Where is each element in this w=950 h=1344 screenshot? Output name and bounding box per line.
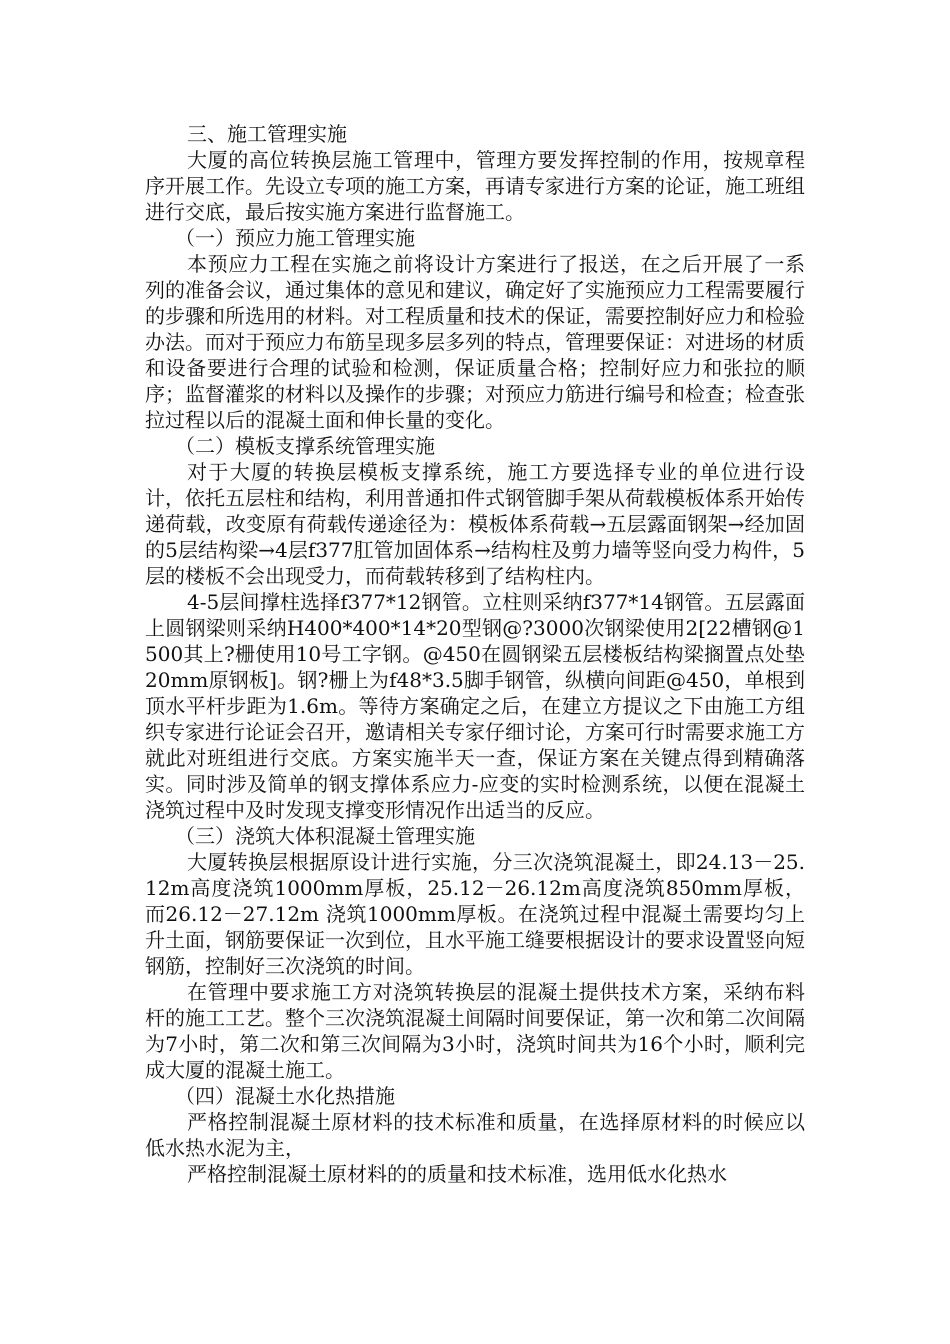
paragraph: 4-5层间撑柱选择f377*12钢管。立柱则采纳f377*14钢管。五层露面上圆钢梁则采纳H400*400*14*20型钢@?3000次钢梁使用2[22槽钢@1500其上?栅使用10号工字钢。@450在圆钢梁五层楼板结构梁搁置点处垫20mm原钢板]。钢?栅上为f48*3.5脚手钢管，纵横向间距@450，单根到顶水平杆步距为1.6m。等待方案确定之后，在建立方提议之下由施工方组织专家进行论证会召开，邀请相关专家仔细讨论，方案可行时需要求施工方就此对班组进行交底。方案实施半天一查，保证方案在关键点得到精确落实。同时涉及简单的钢支撑体系应力-应变的实时检测系统，以便在混凝土浇筑过程中及时发现支撑变形情况作出适当的反应。 — [145, 590, 805, 822]
subsection-heading-concrete: （三）浇筑大体积混凝土管理实施 — [175, 824, 475, 848]
subsection-heading-formwork: （二）模板支撑系统管理实施 — [175, 434, 435, 458]
section-title: 三、施工管理实施 — [187, 122, 347, 146]
paragraph: 严格控制混凝土原材料的技术标准和质量，在选择原材料的时候应以低水热水泥为主， — [145, 1110, 805, 1160]
paragraph: 严格控制混凝土原材料的的质量和技术标准，选用低水化热水 — [187, 1162, 727, 1186]
subsection-heading-hydration-heat: （四）混凝土水化热措施 — [175, 1084, 395, 1108]
subsection-heading-prestress: （一）预应力施工管理实施 — [175, 226, 415, 250]
paragraph: 大厦转换层根据原设计进行实施，分三次浇筑混凝土，即24.13－25.12m高度浇筑1000mm厚板，25.12－26.12m高度浇筑850mm厚板，而26.12－27.12m 浇筑1000mm厚板。在浇筑过程中混凝土需要均匀上升土面，钢筋要保证一次到位，且水平施工缝要根据设计的要求设置竖向短钢筋，控制好三次浇筑的时间。 — [145, 850, 805, 978]
document-body — [145, 121, 805, 1187]
paragraph: 本预应力工程在实施之前将设计方案进行了报送，在之后开展了一系列的准备会议，通过集体的意见和建议，确定好了实施预应力工程需要履行的步骤和所选用的材料。对工程质量和技术的保证，需要控制好应力和检验办法。而对于预应力布筋呈现多层多列的特点，管理要保证：对进场的材质和设备要进行合理的试验和检测，保证质量合格；控制好应力和张拉的顺序；监督灌浆的材料以及操作的步骤；对预应力筋进行编号和检查；检查张拉过程以后的混凝土面和伸长量的变化。 — [145, 252, 805, 432]
intro-paragraph: 大厦的高位转换层施工管理中，管理方要发挥控制的作用，按规章程序开展工作。先设立专项的施工方案，再请专家进行方案的论证，施工班组进行交底，最后按实施方案进行监督施工。 — [145, 148, 805, 224]
paragraph: 在管理中要求施工方对浇筑转换层的混凝土提供技术方案，采纳布料杆的施工工艺。整个三次浇筑混凝土间隔时间要保证，第一次和第二次间隔为7小时，第二次和第三次间隔为3小时，浇筑时间共为16个小时，顺利完成大厦的混凝土施工。 — [145, 980, 805, 1082]
paragraph: 对于大厦的转换层模板支撑系统，施工方要选择专业的单位进行设计，依托五层柱和结构，利用普通扣件式钢管脚手架从荷载模板体系开始传递荷载，改变原有荷载传递途径为：模板体系荷载→五层露面钢架→经加固的5层结构梁→4层f377肛管加固体系→结构柱及剪力墙等竖向受力构件，5层的楼板不会出现受力，而荷载转移到了结构柱内。 — [145, 460, 805, 588]
